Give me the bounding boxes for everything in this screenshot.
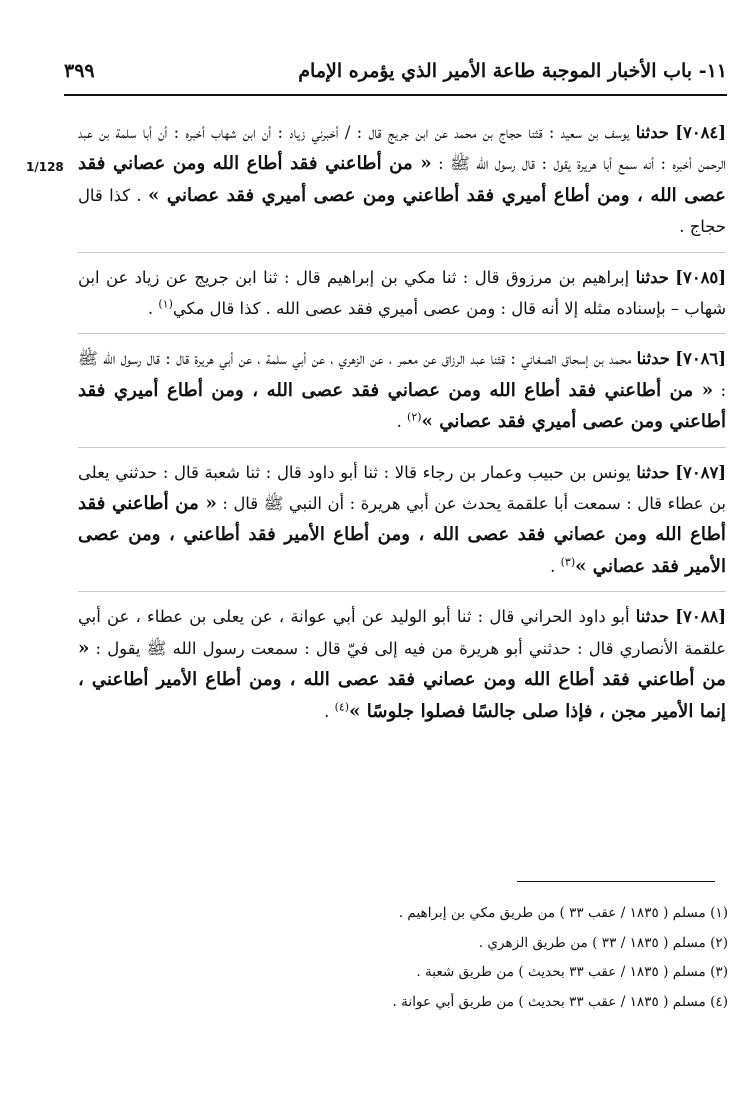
footnote-ref: (٤) (334, 700, 350, 714)
hadith-matn: « من أطاعني فقد أطاع الله ومن عصاني فقد عصى الله ، ومن أطاع أميري فقد أطاعني ومن عصى أميري فقد عصاني » (78, 379, 726, 433)
running-header (64, 58, 727, 96)
entry-tail: . (550, 556, 561, 576)
hadith-entry (78, 343, 726, 447)
hadith-body (78, 117, 726, 745)
isnad-text: محمد بن إسحاق الصغاني : قثنا عبد الرزاق عن معمر ، عن الزهري ، عن أبي سلمة ، عن أبي هريرة قال : قال رسول الله ﷺ : (78, 349, 726, 400)
chapter-title: ١١- باب الأخبار الموجبة طاعة الأمير الذي يؤمره الإمام (298, 60, 727, 82)
hadith-matn: « من أطاعني فقد أطاع الله ومن عصاني فقد عصى الله ، ومن أطاع الأمير أطاعني ، إنما الأمير مجن ، فإذا صلى جالسًا فصلوا جلوسًا » (78, 637, 726, 722)
hadith-keyword: حدثنا (635, 607, 669, 627)
hadith-matn: « من أطاعني فقد أطاع الله ومن عصاني فقد عصى الله ، ومن أطاع الأمير فقد أطاعني ، ومن عصى الأمير فقد عصاني » (78, 493, 726, 577)
footnote: (٣) مسلم ( ١٨٣٥ / عقب ٣٣ بحديث ) من طريق شعبة . (416, 964, 728, 980)
hadith-number: [٧٠٨٧] (675, 462, 727, 482)
footnote: (٢) مسلم ( ١٨٣٥ / ٣٣ ) من طريق الزهري . (478, 934, 728, 951)
entry-tail: . (396, 412, 408, 432)
hadith-number: [٧٠٨٨] (675, 607, 726, 627)
footnote: (١) مسلم ( ١٨٣٥ / عقب ٣٣ ) من طريق مكي بن إبراهيم . (398, 905, 728, 921)
hadith-number: [٧٠٨٤] (675, 123, 726, 142)
footnote-ref: (٢) (407, 410, 422, 424)
hadith-entry (78, 262, 726, 335)
isnad-text: أبو داود الحراني قال : ثنا أبو الوليد عن أبي عوانة ، عن يعلى بن عطاء ، عن أبي علقمة الأنصاري قال : حدثني أبو هريرة من فيه إلى فيّ قال : سمعت رسول الله ﷺ يقول : (78, 607, 726, 658)
hadith-keyword: حدثنا (635, 123, 669, 142)
isnad-text: إبراهيم بن مرزوق قال : ثنا مكي بن إبراهيم قال : ثنا ابن جريج عن زياد عن ابن شهاب – بإسناده مثله إلا أنه قال : ومن عصى أميري فقد عصى الله . كذا قال مكي (78, 267, 726, 319)
footnote: (٤) مسلم ( ١٨٣٥ / عقب ٣٣ بحديث ) من طريق أبي عوانة . (392, 993, 728, 1010)
footnote-ref: (٣) (560, 555, 576, 569)
footnotes (300, 899, 728, 1017)
hadith-number: [٧٠٨٥] (675, 267, 726, 287)
hadith-entry (78, 117, 726, 253)
hadith-matn: « من أطاعني فقد أطاع الله ومن عصاني فقد عصى الله ، ومن أطاع أميري فقد أطاعني ومن عصى أميري فقد عصاني » (78, 153, 726, 206)
hadith-keyword: حدثنا (635, 267, 669, 287)
manuscript-folio-note: 1/128 (26, 160, 64, 174)
hadith-entry (78, 457, 726, 593)
hadith-entry (78, 601, 726, 736)
page-number: ٣٩٩ (64, 60, 95, 82)
isnad-text: يوسف بن سعيد : قثنا حجاج بن محمد عن ابن جريج قال : / أخبرني زياد : أن ابن شهاب أخبره : أن أبا سلمة بن عبد الرحمن أخبره : أنه سمع أبا هريرة يقول : قال رسول الله ﷺ : (78, 123, 726, 174)
hadith-keyword: حدثنا (636, 462, 670, 482)
entry-tail: . (324, 701, 335, 721)
entry-tail: . (147, 299, 159, 319)
hadith-keyword: حدثنا (636, 349, 670, 369)
isnad-text: يونس بن حبيب وعمار بن رجاء قالا : ثنا أبو داود قال : ثنا شعبة قال : حدثني يعلى بن عطاء قال : سمعت أبا علقمة يحدث عن أبي هريرة : أن النبي ﷺ قال : (78, 462, 726, 514)
footnote-ref: (١) (158, 297, 173, 311)
footnote-divider (517, 881, 715, 882)
entry-tail: . كذا قال حجاج . (78, 185, 726, 237)
hadith-number: [٧٠٨٦] (675, 349, 726, 369)
